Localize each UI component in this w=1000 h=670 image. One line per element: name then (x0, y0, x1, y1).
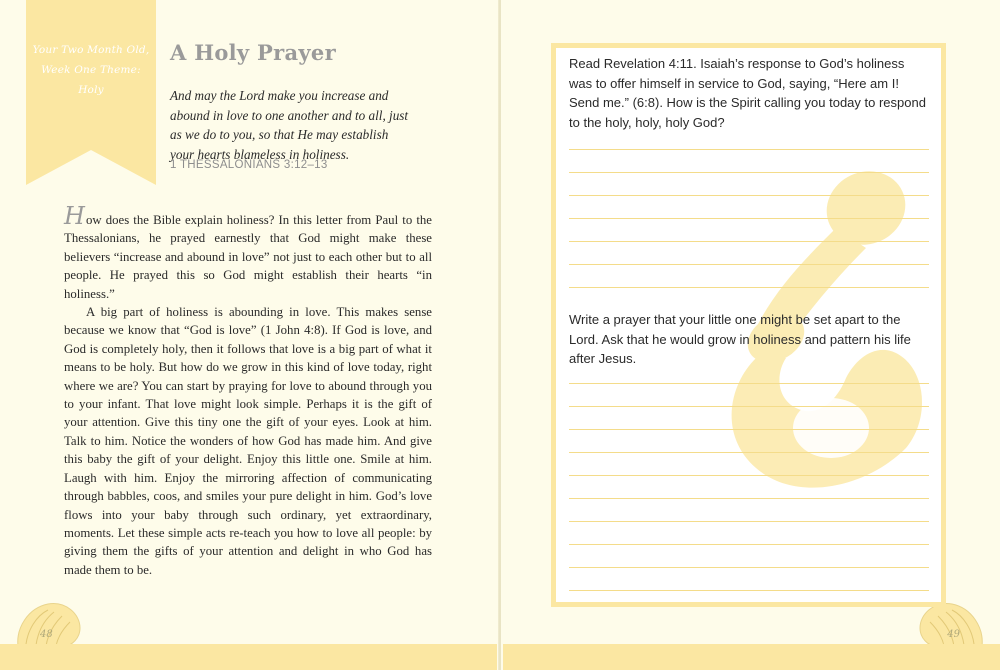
scripture-reference: 1 THESSALONIANS 3:12–13 (170, 159, 328, 171)
page-title: A Holy Prayer (170, 40, 336, 65)
writing-line[interactable] (569, 287, 929, 288)
body-paragraph-2: A big part of holiness is abounding in love. This makes sense because we know that “God is love” (1 John 4:8). If God is love, and God is completely holy, then it follows that love is a big part of what it means to be holy. But how do we grow in this kind of love today, right where we are? You can start by praying for love to abound through you to your infant. That love might look simple. Perhaps it is the gift of your attention. Give this tiny one the gift of your eyes. Look at him. Talk to him. Notice the wonders of how God has made him. And give this baby the gift of your delight. Enjoy this little one. Smile at him. Laugh with him. Enjoy the mirroring affection of communicating through babbles, coos, and smiles your pure delight in him. God’s love flows into your baby through such ordinary, yet extraordinary, moments. Let these simple acts re-teach you how to love all people: by giving them the gifts of your attention and delight in who God has made them to be. (64, 305, 432, 577)
shell-icon (14, 598, 84, 648)
journal-inner (556, 48, 941, 602)
writing-line[interactable] (569, 383, 929, 384)
writing-line[interactable] (569, 241, 929, 242)
page-number-right: 49 (947, 629, 960, 640)
writing-line[interactable] (569, 567, 929, 568)
writing-line[interactable] (569, 149, 929, 150)
writing-line[interactable] (569, 475, 929, 476)
journal-prompt-1: Read Revelation 4:11. Isaiah’s response to God’s holiness was to offer himself in service to God, saying, “Here am I! Send me.” (6:8). How is the Spirit calling you today to respond to the holy, holy, holy God? (569, 56, 926, 130)
journal-box (551, 43, 946, 607)
writing-line[interactable] (569, 498, 929, 499)
ribbon-line-3: Holy (78, 84, 104, 96)
scripture-verse: And may the Lord make you increase and abound in love to one another and to all, just as we do to you, so that He may establish your hearts blameless in holiness. (170, 88, 409, 162)
bottom-band-left (0, 644, 497, 670)
writing-line[interactable] (569, 521, 929, 522)
writing-line[interactable] (569, 172, 929, 173)
writing-line[interactable] (569, 218, 929, 219)
journal-prompt-2: Write a prayer that your little one might be set apart to the Lord. Ask that he would grow in holiness and pattern his life after Jesus. (569, 312, 911, 366)
page-number-left: 48 (40, 629, 53, 640)
devotional-body (64, 202, 432, 579)
ribbon-line-1: Your Two Month Old, (32, 44, 150, 56)
left-page (0, 0, 499, 670)
bottom-band-right (503, 644, 1000, 670)
drop-cap: H (64, 202, 85, 230)
writing-line[interactable] (569, 264, 929, 265)
writing-line[interactable] (569, 544, 929, 545)
writing-line[interactable] (569, 195, 929, 196)
writing-line[interactable] (569, 590, 929, 591)
body-paragraph-1 (64, 202, 432, 303)
body-paragraph-1-text: ow does the Bible explain holiness? In this letter from Paul to the Thessalonians, he prayed earnestly that God might make these believers “increase and abound in love” not just to each other but to all people. He prayed this so God might establish their hearts “in holiness.” (64, 213, 432, 301)
ribbon-text (32, 40, 150, 100)
writing-line[interactable] (569, 406, 929, 407)
writing-line[interactable] (569, 452, 929, 453)
writing-line[interactable] (569, 429, 929, 430)
theme-ribbon (26, 0, 156, 185)
ribbon-line-2: Week One Theme: (41, 64, 141, 76)
